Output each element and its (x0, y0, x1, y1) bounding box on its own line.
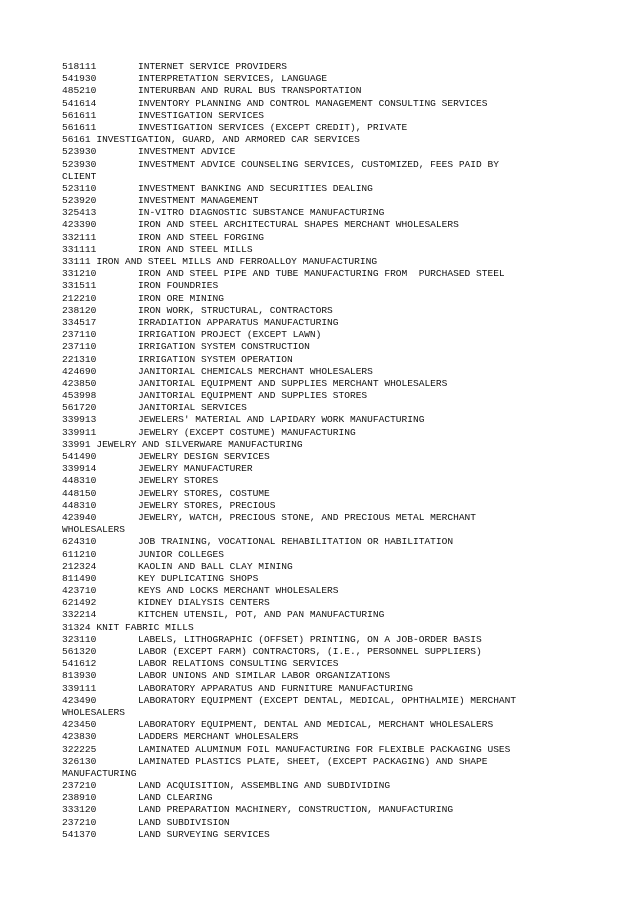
industry-description: JEWELRY DESIGN SERVICES (138, 451, 270, 462)
industry-code: 448310 (62, 475, 97, 487)
listing-line (62, 110, 582, 122)
industry-description: LABOR UNIONS AND SIMILAR LABOR ORGANIZATIONS (138, 670, 391, 682)
industry-code: 323110 (62, 633, 97, 645)
industry-code: 523930 (62, 146, 97, 158)
industry-code: 424690 (62, 365, 97, 377)
industry-code: 561611 (62, 109, 97, 121)
industry-description: JUNIOR COLLEGES (138, 548, 224, 560)
industry-code: 523920 (62, 195, 97, 207)
listing-line (62, 195, 582, 207)
industry-code: 541614 (62, 97, 97, 109)
industry-code: 621492 (62, 597, 97, 609)
industry-code: 561720 (62, 402, 97, 414)
industry-code: 339914 (62, 463, 97, 475)
industry-description: LABELS, LITHOGRAPHIC (OFFSET) PRINTING, ON A JOB-ORDER BASIS (138, 633, 482, 645)
industry-code: 331210 (62, 268, 97, 280)
listing-line (62, 756, 582, 768)
industry-code: 333120 (62, 804, 97, 816)
listing-line (62, 427, 582, 439)
industry-code: 561611 (62, 121, 97, 133)
listing-line (62, 280, 582, 292)
industry-description: IRRIGATION SYSTEM OPERATION (138, 353, 293, 365)
industry-code: 611210 (62, 548, 97, 560)
industry-code: 325413 (62, 207, 97, 219)
industry-description: INTERURBAN AND RURAL BUS TRANSPORTATION (138, 85, 362, 97)
listing-line (62, 122, 582, 134)
listing-line (62, 658, 582, 670)
industry-code: 518111 (62, 61, 97, 72)
industry-description-continuation: MANUFACTURING (62, 767, 137, 779)
industry-description: INVESTIGATION SERVICES (EXCEPT CREDIT), PRIVATE (138, 121, 408, 133)
listing-line (62, 804, 582, 816)
industry-code: 453998 (62, 390, 97, 402)
listing-line (62, 451, 582, 463)
listing-line (62, 609, 582, 621)
industry-code: 332214 (62, 609, 97, 621)
listing-line (62, 488, 582, 500)
listing-line (62, 134, 582, 146)
listing-line (62, 329, 582, 341)
industry-description: IRON AND STEEL FORGING (138, 231, 265, 243)
industry-code: 31324 (62, 621, 91, 633)
industry-code: 238120 (62, 304, 97, 316)
industry-description: IRRADIATION APPARATUS MANUFACTURING (138, 316, 339, 328)
industry-code: 322225 (62, 743, 97, 755)
industry-description: IRRIGATION SYSTEM CONSTRUCTION (138, 341, 310, 353)
industry-code: 541612 (62, 658, 97, 670)
naics-code-listing (62, 61, 582, 841)
industry-code: 339913 (62, 414, 97, 426)
industry-description: LABORATORY APPARATUS AND FURNITURE MANUFACTURING (138, 682, 413, 694)
industry-description: INVESTMENT ADVICE (138, 146, 236, 158)
industry-description: JANITORIAL EQUIPMENT AND SUPPLIES STORES (138, 390, 368, 402)
industry-code: 326130 (62, 755, 97, 767)
listing-line (62, 159, 582, 171)
listing-line (62, 366, 582, 378)
industry-description: JANITORIAL CHEMICALS MERCHANT WHOLESALERS (138, 365, 373, 377)
industry-description: KITCHEN UTENSIL, POT, AND PAN MANUFACTURING (138, 609, 385, 621)
industry-code: 448310 (62, 499, 97, 511)
listing-line (62, 792, 582, 804)
industry-description: LAND CLEARING (138, 792, 213, 804)
industry-description: KEYS AND LOCKS MERCHANT WHOLESALERS (138, 585, 339, 597)
listing-line (62, 768, 582, 780)
industry-description: IRON AND STEEL PIPE AND TUBE MANUFACTURING FROM PURCHASED STEEL (138, 268, 505, 280)
listing-line (62, 634, 582, 646)
listing-line (62, 98, 582, 110)
industry-code: 334517 (62, 316, 97, 328)
listing-line (62, 561, 582, 573)
industry-code: 56161 (62, 134, 91, 146)
listing-line (62, 341, 582, 353)
industry-description: LABOR RELATIONS CONSULTING SERVICES (138, 658, 339, 670)
industry-code: 541930 (62, 73, 97, 85)
listing-line (62, 171, 582, 183)
listing-line (62, 475, 582, 487)
industry-description: IRON AND STEEL MILLS AND FERROALLOY MANUFACTURING (96, 256, 378, 267)
industry-code: 423450 (62, 719, 97, 731)
industry-description: JEWELERS' MATERIAL AND LAPIDARY WORK MANUFACTURING (138, 414, 425, 426)
industry-code: 423940 (62, 511, 97, 523)
listing-line (62, 622, 582, 634)
listing-line (62, 744, 582, 756)
industry-description: INVESTIGATION SERVICES (138, 109, 265, 121)
industry-code: 523110 (62, 182, 97, 194)
listing-line (62, 61, 582, 73)
industry-description: JEWELRY STORES (138, 475, 219, 487)
listing-line (62, 707, 582, 719)
industry-code: 331511 (62, 280, 97, 292)
industry-description: IRRIGATION PROJECT (EXCEPT LAWN) (138, 329, 322, 341)
listing-line (62, 402, 582, 414)
industry-code: 237110 (62, 341, 97, 353)
listing-line (62, 268, 582, 280)
industry-description: IRON WORK, STRUCTURAL, CONTRACTORS (138, 304, 333, 316)
listing-line (62, 439, 582, 451)
industry-description: JANITORIAL EQUIPMENT AND SUPPLIES MERCHANT WHOLESALERS (138, 377, 448, 389)
listing-line (62, 549, 582, 561)
listing-line (62, 73, 582, 85)
industry-description: LAND PREPARATION MACHINERY, CONSTRUCTION, MANUFACTURING (138, 804, 454, 816)
industry-description: IN-VITRO DIAGNOSTIC SUBSTANCE MANUFACTURING (138, 207, 385, 219)
listing-line (62, 219, 582, 231)
industry-description: LAND ACQUISITION, ASSEMBLING AND SUBDIVIDING (138, 780, 391, 792)
listing-line (62, 512, 582, 524)
industry-description: LABORATORY EQUIPMENT (EXCEPT DENTAL, MEDICAL, OPHTHALMIE) MERCHANT (138, 694, 517, 706)
industry-description: INVESTMENT ADVICE COUNSELING SERVICES, CUSTOMIZED, FEES PAID BY (138, 158, 499, 170)
industry-code: 237110 (62, 329, 97, 341)
industry-code: 541370 (62, 828, 97, 840)
listing-line (62, 670, 582, 682)
industry-description: IRON ORE MINING (138, 292, 224, 304)
industry-description: LABOR (EXCEPT FARM) CONTRACTORS, (I.E., PERSONNEL SUPPLIERS) (138, 646, 482, 657)
listing-line (62, 256, 582, 268)
industry-description: INVENTORY PLANNING AND CONTROL MANAGEMENT CONSULTING SERVICES (138, 97, 488, 109)
industry-code: 423710 (62, 585, 97, 597)
industry-description: LAMINATED ALUMINUM FOIL MANUFACTURING FOR FLEXIBLE PACKAGING USES (138, 743, 511, 755)
industry-code: 485210 (62, 85, 97, 97)
industry-code: 237210 (62, 816, 97, 828)
listing-line (62, 85, 582, 97)
industry-code: 238910 (62, 792, 97, 804)
industry-description: IRON AND STEEL MILLS (138, 243, 253, 255)
listing-line (62, 414, 582, 426)
industry-description: JEWELRY AND SILVERWARE MANUFACTURING (96, 438, 303, 450)
listing-line (62, 354, 582, 366)
industry-description-continuation: WHOLESALERS (62, 706, 126, 718)
industry-code: 561320 (62, 646, 97, 657)
industry-description: IRON AND STEEL ARCHITECTURAL SHAPES MERCHANT WHOLESALERS (138, 219, 459, 231)
industry-code: 332111 (62, 231, 97, 243)
industry-code: 33111 (62, 256, 91, 267)
listing-line (62, 183, 582, 195)
listing-line (62, 390, 582, 402)
industry-code: 813930 (62, 670, 97, 682)
listing-line (62, 646, 582, 658)
industry-code: 221310 (62, 353, 97, 365)
industry-description: INVESTMENT BANKING AND SECURITIES DEALING (138, 182, 373, 194)
industry-code: 33991 (62, 438, 91, 450)
listing-line (62, 829, 582, 841)
listing-line (62, 597, 582, 609)
industry-description: JOB TRAINING, VOCATIONAL REHABILITATION OR HABILITATION (138, 536, 454, 548)
listing-line (62, 378, 582, 390)
industry-code: 339111 (62, 682, 97, 694)
industry-description: KNIT FABRIC MILLS (96, 621, 194, 633)
industry-description: LAND SUBDIVISION (138, 816, 230, 828)
listing-line (62, 500, 582, 512)
industry-description: KEY DUPLICATING SHOPS (138, 572, 259, 584)
listing-line (62, 146, 582, 158)
industry-description-continuation: WHOLESALERS (62, 524, 126, 536)
industry-description: INTERPRETATION SERVICES, LANGUAGE (138, 73, 328, 85)
industry-code: 212210 (62, 292, 97, 304)
listing-line (62, 305, 582, 317)
industry-code: 237210 (62, 780, 97, 792)
industry-code: 339911 (62, 426, 97, 438)
industry-code: 541490 (62, 451, 97, 462)
industry-description: JEWELRY STORES, PRECIOUS (138, 499, 276, 511)
industry-code: 523930 (62, 158, 97, 170)
listing-line (62, 232, 582, 244)
industry-description: JANITORIAL SERVICES (138, 402, 247, 414)
listing-line (62, 573, 582, 585)
listing-line (62, 524, 582, 536)
industry-code: 423390 (62, 219, 97, 231)
industry-code: 811490 (62, 572, 97, 584)
industry-code: 423830 (62, 731, 97, 743)
listing-line (62, 817, 582, 829)
industry-description: JEWELRY (EXCEPT COSTUME) MANUFACTURING (138, 426, 356, 438)
industry-description: LABORATORY EQUIPMENT, DENTAL AND MEDICAL, MERCHANT WHOLESALERS (138, 719, 494, 731)
industry-description: INVESTMENT MANAGEMENT (138, 195, 259, 207)
listing-line (62, 780, 582, 792)
listing-line (62, 731, 582, 743)
listing-line (62, 683, 582, 695)
industry-code: 331111 (62, 243, 97, 255)
industry-description: KAOLIN AND BALL CLAY MINING (138, 560, 293, 572)
listing-line (62, 463, 582, 475)
listing-line (62, 719, 582, 731)
industry-description: LADDERS MERCHANT WHOLESALERS (138, 731, 299, 743)
industry-description: IRON FOUNDRIES (138, 280, 219, 292)
industry-code: 624310 (62, 536, 97, 548)
listing-line (62, 244, 582, 256)
industry-description: JEWELRY STORES, COSTUME (138, 487, 270, 499)
listing-line (62, 317, 582, 329)
industry-description: JEWELRY, WATCH, PRECIOUS STONE, AND PRECIOUS METAL MERCHANT (138, 511, 477, 523)
industry-code: 423850 (62, 377, 97, 389)
listing-line (62, 585, 582, 597)
listing-line (62, 536, 582, 548)
industry-code: 423490 (62, 694, 97, 706)
listing-line (62, 695, 582, 707)
industry-description: KIDNEY DIALYSIS CENTERS (138, 597, 270, 609)
industry-code: 448150 (62, 487, 97, 499)
industry-description-continuation: CLIENT (62, 170, 97, 182)
industry-description: INVESTIGATION, GUARD, AND ARMORED CAR SERVICES (96, 134, 360, 146)
listing-line (62, 207, 582, 219)
industry-description: LAND SURVEYING SERVICES (138, 828, 270, 840)
listing-line (62, 293, 582, 305)
industry-code: 212324 (62, 560, 97, 572)
industry-description: INTERNET SERVICE PROVIDERS (138, 61, 287, 72)
industry-description: LAMINATED PLASTICS PLATE, SHEET, (EXCEPT PACKAGING) AND SHAPE (138, 755, 488, 767)
industry-description: JEWELRY MANUFACTURER (138, 463, 253, 475)
